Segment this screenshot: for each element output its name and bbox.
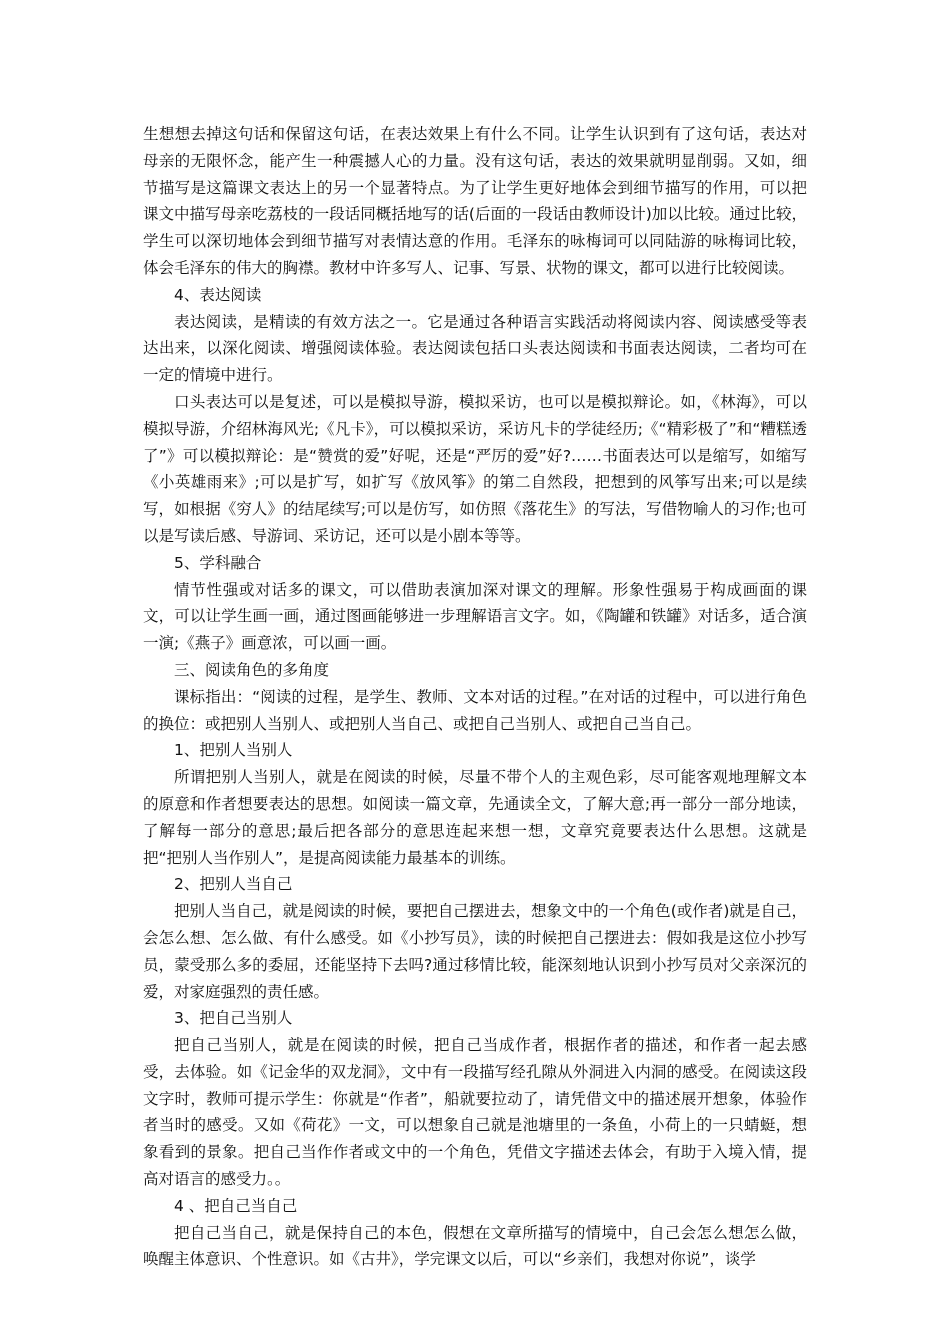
heading-self-as-self: 4 、把自己当自己 xyxy=(174,1196,298,1215)
paragraph-oral-written-expression: 口头表达可以是复述，可以是模拟导游，模拟采访，也可以是模拟辩论。如，《林海》，可以模拟导游，介绍林海风光;《凡卡》，可以模拟采访，采访凡卡的学徒经历;《“精彩极了”和“糟糕透了”》可以模拟辩论：是“赞赏的爱”好呢，还是“严厉的爱”好?……书面表达可以是缩写，如缩写《小英雄雨来》;可以是扩写，如扩写《放风筝》的第二自然段，把想到的风筝写出来;可以是续写，如根据《穷人》的结尾续写;可以是仿写，如仿照《落花生》的写法，写借物喻人的习作;也可以是写读后感、导游词、采访记，还可以是小剧本等等。 xyxy=(143,392,807,545)
heading-others-as-others: 1、把别人当别人 xyxy=(174,741,293,760)
heading-reading-roles: 三、阅读角色的多角度 xyxy=(174,660,330,679)
paragraph-reading-roles-intro: 课标指出：“阅读的过程，是学生、教师、文本对话的过程。”在对话的过程中，可以进行角色的换位：或把别人当别人、或把别人当自己、或把自己当别人、或把自己当自己。 xyxy=(143,687,807,733)
paragraph-self-as-self: 把自己当自己，就是保持自己的本色，假想在文章所描写的情境中，自己会怎么想怎么做，唤醒主体意识、个性意识。如《古井》，学完课文以后，可以“乡亲们，我想对你说”，谈学 xyxy=(143,1223,807,1269)
paragraph-others-as-others: 所谓把别人当别人，就是在阅读的时候，尽量不带个人的主观色彩，尽可能客观地理解文本的原意和作者想要表达的思想。如阅读一篇文章，先通读全文，了解大意;再一部分一部分地读，了解每一部分的意思;最后把各部分的意思连起来想一想，文章究竟要表达什么思想。这就是把“把别人当作别人”，是提高阅读能力最基本的训练。 xyxy=(143,768,807,867)
paragraph-subject-integration: 情节性强或对话多的课文，可以借助表演加深对课文的理解。形象性强易于构成画面的课文，可以让学生画一画，通过图画能够进一步理解语言文字。如，《陶罐和铁罐》对话多，适合演一演;《燕子》画意浓，可以画一画。 xyxy=(143,580,807,653)
paragraph-others-as-self: 把别人当自己，就是阅读的时候，要把自己摆进去，想象文中的一个角色(或作者)就是自己，会怎么想、怎么做、有什么感受。如《小抄写员》，读的时候把自己摆进去：假如我是这位小抄写员，蒙受那么多的委屈，还能坚持下去吗?通过移情比较，能深刻地认识到小抄写员对父亲深沉的爱，对家庭强烈的责任感。 xyxy=(143,902,807,1001)
paragraph-comparison-reading-end: 生想想去掉这句话和保留这句话，在表达效果上有什么不同。让学生认识到有了这句话，表达对母亲的无限怀念，能产生一种震撼人心的力量。没有这句话，表达的效果就明显削弱。又如，细节描写是这篇课文表达上的另一个显著特点。为了让学生更好地体会到细节描写的作用，可以把课文中描写母亲吃荔枝的一段话同概括地写的话(后面的一段话由教师设计)加以比较。通过比较，学生可以深切地体会到细节描写对表情达意的作用。毛泽东的咏梅词可以同陆游的咏梅词比较，体会毛泽东的伟大的胸襟。教材中许多写人、记事、写景、状物的课文，都可以进行比较阅读。 xyxy=(143,125,807,277)
heading-expressive-reading: 4、表达阅读 xyxy=(174,285,262,304)
document-body xyxy=(143,121,807,1273)
paragraph-self-as-others: 把自己当别人，就是在阅读的时候，把自己当成作者，根据作者的描述，和作者一起去感受，去体验。如《记金华的双龙洞》，文中有一段描写经孔隙从外洞进入内洞的感受。在阅读这段文字时，教师可提示学生：你就是“作者”，船就要拉动了，请凭借文中的描述展开想象，体验作者当时的感受。又如《荷花》一文，可以想象自己就是池塘里的一条鱼，小荷上的一只蜻蜓，想象看到的景象。把自己当作作者或文中的一个角色，凭借文字描述去体会，有助于入境入情，提高对语言的感受力。。 xyxy=(143,1036,807,1189)
paragraph-expressive-reading-intro: 表达阅读，是精读的有效方法之一。它是通过各种语言实践活动将阅读内容、阅读感受等表达出来，以深化阅读、增强阅读体验。表达阅读包括口头表达阅读和书面表达阅读，二者均可在一定的情境中进行。 xyxy=(143,312,807,385)
heading-self-as-others: 3、把自己当别人 xyxy=(174,1009,293,1028)
heading-subject-integration: 5、学科融合 xyxy=(174,553,262,572)
heading-others-as-self: 2、把别人当自己 xyxy=(174,875,293,894)
